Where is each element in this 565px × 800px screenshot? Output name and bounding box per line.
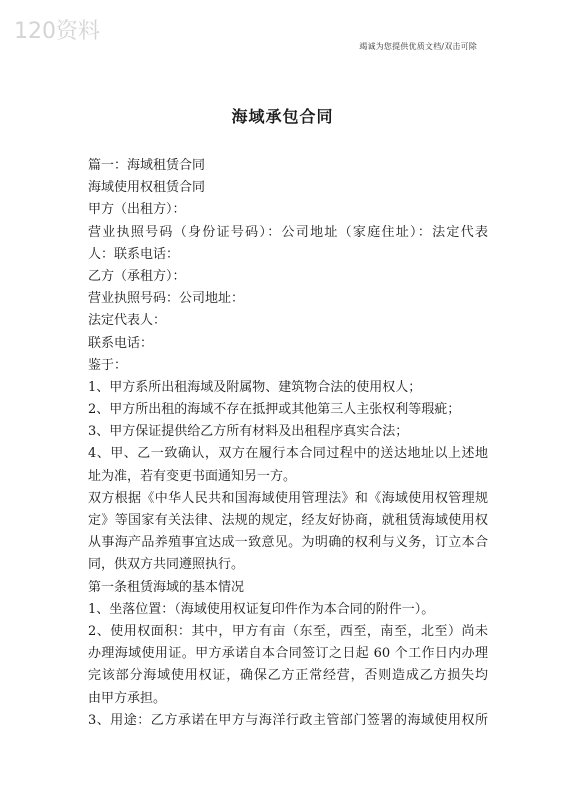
body-line: 址为准，若有变更书面通知另一方。 xyxy=(88,468,297,484)
body-line: 2、甲方所出租的海域不存在抵押或其他第三人主张权利等瑕疵； xyxy=(88,402,461,418)
header-note: 竭诚为您提供优质文档/双击可除 xyxy=(359,42,477,51)
body-line: 3、用途：乙方承诺在甲方与海洋行政主管部门签署的海域使用权所 xyxy=(88,712,488,728)
body-line: 3、甲方保证提供给乙方所有材料及出租程序真实合法； xyxy=(88,424,409,440)
body-line: 完该部分海域使用权证，确保乙方正常经营，否则造成乙方损失均 xyxy=(88,668,488,684)
body-line: 篇一：海域租赁合同 xyxy=(88,158,206,173)
body-line: 鉴于： xyxy=(88,357,128,373)
body-line: 法定代表人： xyxy=(88,313,167,329)
body-line: 乙方（承租方）： xyxy=(88,268,186,284)
body-line: 2、使用权面积：其中，甲方有亩（东至，西至，南至，北至）尚未 xyxy=(88,623,488,639)
body-line: 由甲方承担。 xyxy=(88,690,167,706)
body-line: 1、甲方系所出租海域及附属物、建筑物合法的使用权人； xyxy=(88,379,422,395)
body-line: 海域使用权租赁合同 xyxy=(88,180,206,196)
body-line: 联系电话： xyxy=(88,335,154,351)
watermark-logo: 120资料 xyxy=(14,19,100,44)
body-line: 同，供双方共同遵照执行。 xyxy=(88,557,245,573)
body-line: 定》等国家有关法律、法规的规定，经友好协商，就租赁海域使用权 xyxy=(88,513,488,528)
body-line: 营业执照号码（身份证号码）：公司地址（家庭住址）：法定代表 xyxy=(88,224,488,240)
body-line: 人：联系电话： xyxy=(88,246,180,262)
body-line: 双方根据《中华人民共和国海域使用管理法》和《海域使用权管理规 xyxy=(88,490,488,506)
body-line: 办理海域使用证。甲方承诺自本合同签订之日起 60 个工作日内办理 xyxy=(88,646,488,662)
document-body xyxy=(88,155,488,732)
body-line: 从事海产品养殖事宜达成一致意见。为明确的权利与义务，订立本合 xyxy=(88,535,488,551)
body-line: 4、甲、乙一致确认，双方在履行本合同过程中的送达地址以上述地 xyxy=(88,446,488,462)
body-line: 第一条租赁海域的基本情况 xyxy=(88,579,245,595)
body-line: 1、坐落位置：（海域使用权证复印件作为本合同的附件一）。 xyxy=(88,601,435,617)
body-line: 营业执照号码：公司地址： xyxy=(88,291,245,307)
document-title: 海域承包合同 xyxy=(231,107,334,126)
body-line: 甲方（出租方）： xyxy=(88,202,186,218)
